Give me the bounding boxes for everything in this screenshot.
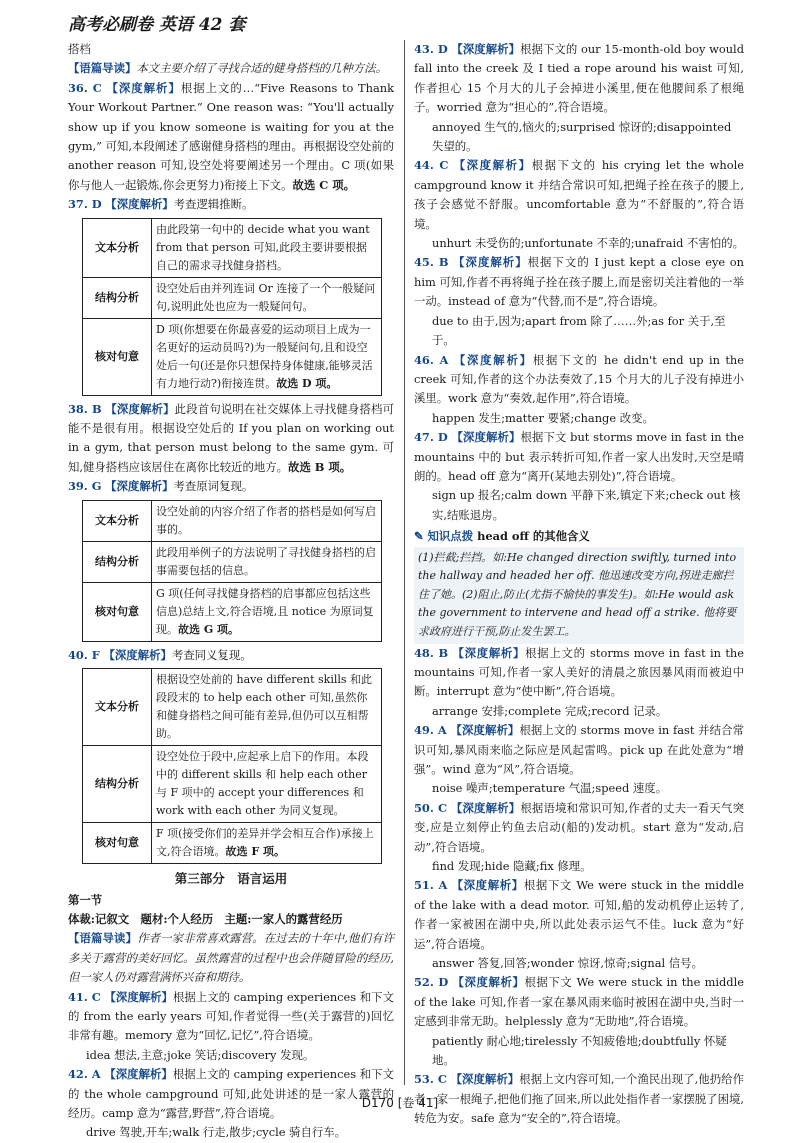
passage-guide: 【语篇导读】本文主要介绍了寻找合适的健身搭档的几种方法。 [68, 61, 387, 76]
vocab-45: due to 由于,因为;apart from 除了……外;as for 关于,至于。 [432, 313, 726, 348]
answer-48: 48. B 【深度解析】根据上文的 storms move in fast in the mountains 可知,作者一家人美好的清晨之旅因暴风雨而被迫中断。interrupt 意为“使中断”,符合语境。 [414, 645, 744, 699]
vocab-46: happen 发生;matter 要紧;change 改变。 [432, 410, 654, 425]
vocab-52: patiently 耐心地;tirelessly 不知疲倦地;doubtfully 怀疑地。 [432, 1033, 727, 1068]
answer-41: 41. C 【深度解析】根据上文的 camping experiences 和下文的 from the early years 可知,作者觉得一些(关于露营的)回忆非常有趣。memory 意为“回忆,记忆”,符合语境。 [68, 989, 394, 1043]
answer-40: 40. F 【深度解析】考查同义复现。 [68, 647, 252, 662]
answer-37: 37. D 【深度解析】考查逻辑推断。 [68, 197, 254, 212]
left-column [68, 40, 394, 1143]
answer-52: 52. D 【深度解析】根据下文 We were stuck in the middle of the lake 可知,作者一家在暴风雨来临时被困在湖中央,当时一定感到非常无助。helplessly 意为“无助地”,符合语境。 [414, 975, 744, 1029]
answer-49: 49. A 【深度解析】根据上文的 storms move in fast 并结合常识可知,暴风雨来临之际应是风起雷鸣。pick up 在此处意为“增强”。wind 意为“风”,符合语境。 [414, 723, 744, 776]
page-number: D170 [卷 41] [361, 1096, 439, 1110]
vocab-47: sign up 报名;calm down 平静下来,镇定下来;check out 核实,结账退房。 [432, 488, 741, 522]
knowledge-tip-box: (1)拦截;拦挡。如:He changed direction swiftly, turned into the hallway and headed her off. 他迅速改变方向,拐进走廊拦住了她。(2)阻止,防止(尤指不愉快的事发生)。如:He would ask the government to intervene and head off a strike. 他将要求政府进行干预,防止发生罢工。 [414, 547, 744, 644]
analysis-table-40: 文本分析 根据设空处前的 have different skills 和此段段末的 to help each other 可知,虽然你和健身搭档之间可能有差异,但仍可以互相帮助。 结构分析 设空处位于段中,应起承上启下的作用。本段中的 different skills 和 help each other 与 F 项中的 accept your differences 和 work with each other 为同义复现。 核对句意 F 项(接受你们的差异并学会相互合作)承接上文,符合语境。故选 F 项。 [82, 668, 382, 864]
vocab-48: arrange 安排;complete 完成;record 记录。 [432, 703, 668, 718]
genre-line: 体裁:记叙文 题材:个人经历 主题:一家人的露营经历 [68, 911, 343, 926]
passage-guide-2: 【语篇导读】作者一家非常喜欢露营。在过去的十年中,他们有许多关于露营的美好回忆。虽然露营的过程中也会伴随冒险的经历,但一家人仍对露营满怀兴奋和期待。 [68, 931, 394, 985]
header-title: 高考必刷卷 英语 42 套 [68, 15, 246, 35]
answer-51: 51. A 【深度解析】根据下文 We were stuck in the middle of the lake with a dead motor. 可知,船的发动机停止运转了,作者一家被困在湖中央,所以此处表示运气不佳。luck 意为“好运”,符合语境。 [414, 878, 744, 951]
vocab-43: annoyed 生气的,恼火的;surprised 惊讶的;disappointed 失望的。 [432, 119, 732, 154]
answer-47: 47. D 【深度解析】根据下文 but storms move in fast in the mountains 中的 but 表示转折可知,作者一家人出发时,天空是晴朗的。head off 意为“离开(某地去别处)”,符合语境。 [414, 430, 744, 483]
continued-word: 搭档 [68, 42, 91, 56]
answer-38: 38. B 【深度解析】此段首句说明在社交媒体上寻找健身搭档可能不是很有用。根据设空处后的 If you plan on working out in a gym, that person must belong to the same gym. 可知,健身搭档应该居住在离你比较近的地方。故选 B 项。 [68, 401, 394, 474]
answer-46: 46. A 【深度解析】根据下文的 he didn't end up in the creek 可知,作者的这个办法奏效了,15 个月大的儿子没有掉进小溪里。work 意为“奏效,起作用”,符合语境。 [414, 352, 744, 406]
vocab-50: find 发现;hide 隐藏;fix 修理。 [432, 859, 592, 873]
answer-36: 36. C 【深度解析】根据上文的…“Five Reasons to Thank Your Workout Partner.” One reason was: “You'll actually show up if you know someone is waiting for you at the gym,” 可知,本段阐述了感谢健身搭档的理由。再根据设空处前的 another reason 可知,设空处将要阐述另一个理由。C 项(如果你与他人一起锻炼,你会更努力)衔接上下文。故选 C 项。 [68, 80, 394, 192]
right-column [414, 40, 744, 1129]
knowledge-tip-heading: ✎ 知识点拨 head off 的其他含义 [414, 529, 590, 544]
answer-43: 43. D 【深度解析】根据下文的 our 15-month-old boy would fall into the creek 及 I tied a rope around his waist 可知,作者担心 15 个月大的儿子会掉进小溪里,便在他腰间系了根绳子。worried 意为“担心的”,符合语境。 [414, 42, 744, 115]
analysis-table-39: 文本分析 设空处前的内容介绍了作者的搭档是如何写启事的。 结构分析 此段用举例子的方法说明了寻找健身搭档的启事需要包括的信息。 核对句意 G 项(任何寻找健身搭档的启事都应包括这些信息)总结上文,符合语境,且 notice 为原词复现。故选 G 项。 [82, 500, 382, 642]
pencil-icon: ✎ [414, 529, 424, 544]
section-title: 第三部分 语言运用 [174, 871, 288, 887]
vocab-42: drive 驾驶,开车;walk 行走,散步;cycle 骑自行车。 [86, 1125, 347, 1140]
answer-53: 53. C 【深度解析】根据上文内容可知,一个渔民出现了,他扔给作者一家一根绳子,把他们拖了回来,所以此处指作者一家摆脱了困境,转危为安。safe 意为“安全的”,符合语境。 [414, 1072, 744, 1126]
answer-45: 45. B 【深度解析】根据下文的 I just kept a close eye on him 可知,作者不再将绳子拴在孩子腰上,而是密切关注着他的一举一动。instead of 意为“代替,而不是”,符合语境。 [414, 255, 744, 309]
vocab-44: unhurt 未受伤的;unfortunate 不幸的;unafraid 不害怕的。 [432, 236, 744, 251]
answer-50: 50. C 【深度解析】根据语境和常识可知,作者的丈夫一看天气突变,应是立刻停止钓鱼去启动(船的)发动机。start 意为“发动,启动”,符合语境。 [414, 800, 744, 854]
analysis-table-37: 文本分析 由此段第一句中的 decide what you want from that person 可知,此段主要讲要根据自己的需求寻找健身搭档。 结构分析 设空处后由并列连词 Or 连接了一个一般疑问句,说明此处也应为一般疑问句。 核对句意 D 项(你想要在你最喜爱的运动项目上成为一名更好的运动员吗?)为一般疑问句,且和设空处后一句(还是你只想保持身体健康,能够灵活有力地行动?)衔接连贯。故选 D 项。 [82, 218, 382, 396]
vocab-49: noise 噪声;temperature 气温;speed 速度。 [432, 781, 668, 796]
answer-39: 39. G 【深度解析】考查原词复现。 [68, 479, 254, 494]
vocab-41: idea 想法,主意;joke 笑话;discovery 发现。 [86, 1047, 315, 1062]
answer-42: 42. A 【深度解析】根据上文的 camping experiences 和下文的 the whole campground 可知,此处讲述的是一家人露营的经历。camp 意为“露营,野营”,符合语境。 [68, 1067, 394, 1120]
answer-44: 44. C 【深度解析】根据下文的 his crying let the whole campground know it 并结合常识可知,把绳子拴在孩子的腰上,孩子会感觉不舒服。uncomfortable 意为“不舒服的”,符合语境。 [414, 158, 744, 231]
subsection-title: 第一节 [68, 892, 103, 907]
column-divider [404, 40, 405, 1085]
vocab-51: answer 答复,回答;wonder 惊讶,惊奇;signal 信号。 [432, 956, 703, 971]
